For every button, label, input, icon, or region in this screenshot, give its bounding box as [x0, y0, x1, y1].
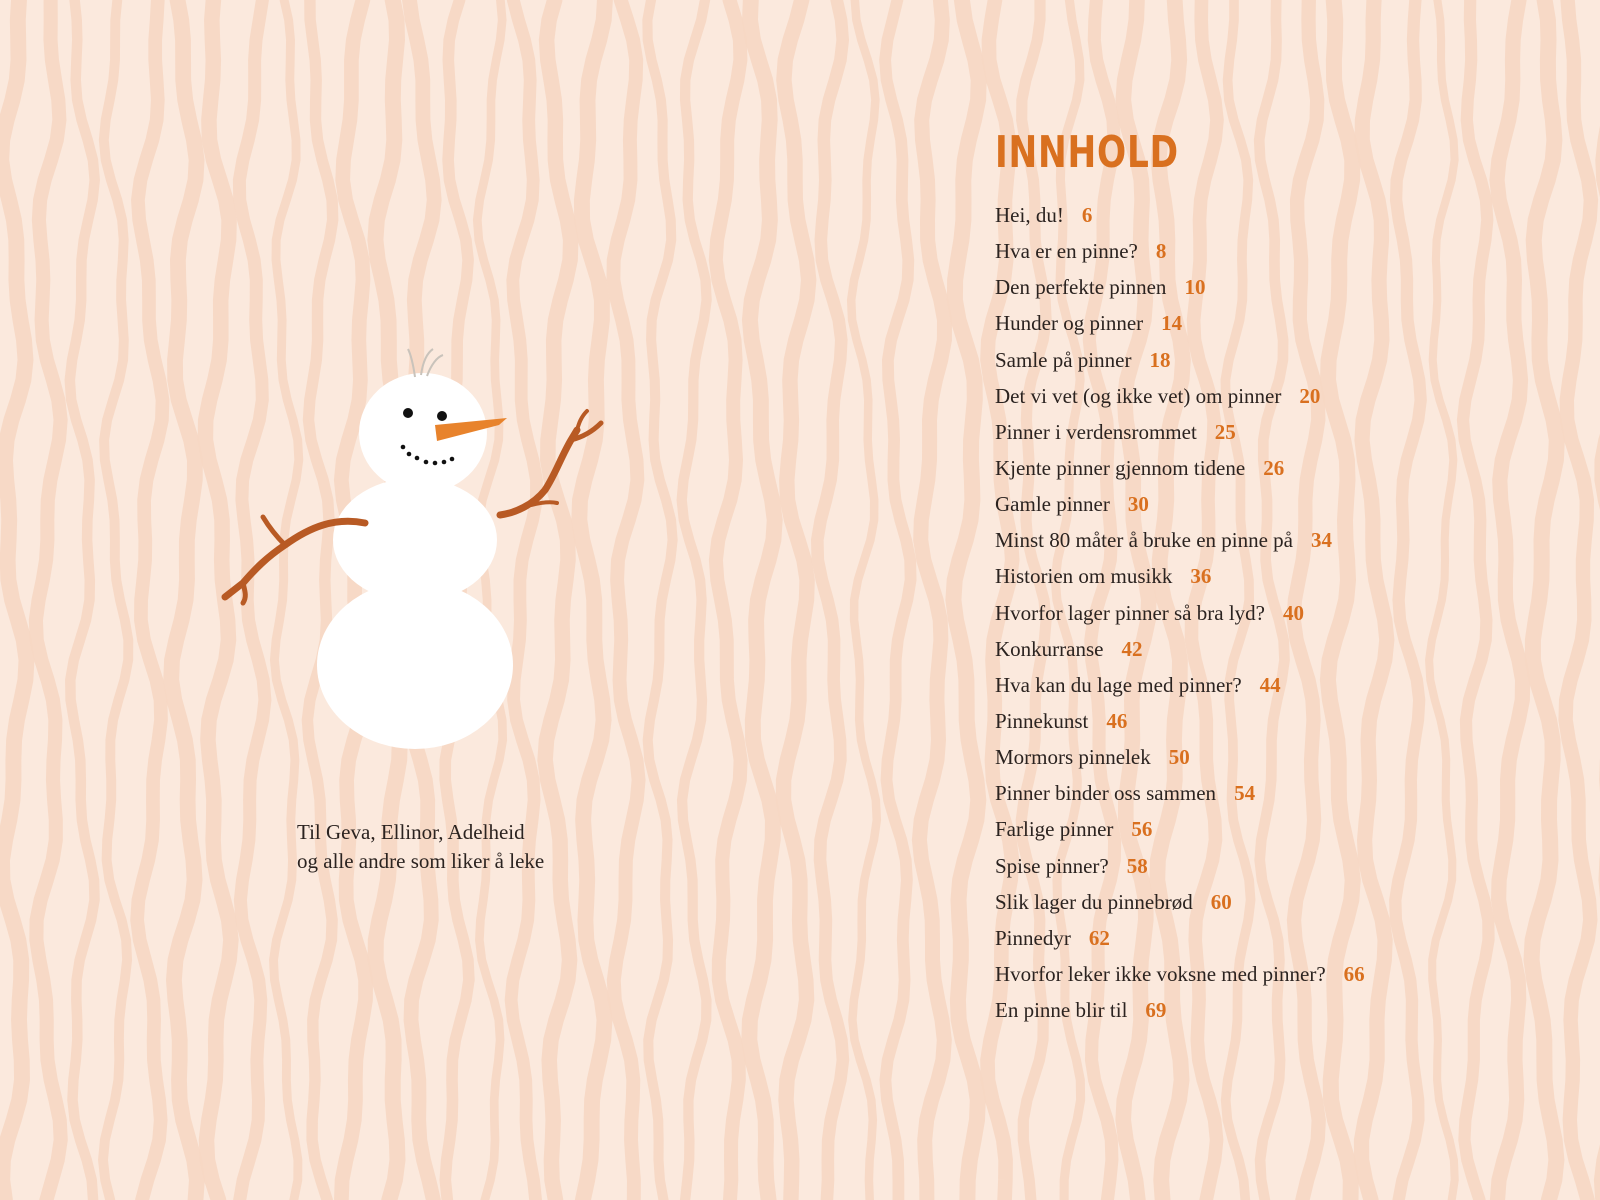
toc-entry-page: 42 [1121, 636, 1143, 661]
toc-entry[interactable] [995, 558, 1365, 594]
toc-entry[interactable] [995, 631, 1365, 667]
toc-entry-page: 54 [1234, 781, 1256, 806]
toc-entry-page: 66 [1343, 961, 1365, 986]
toc-entry[interactable] [995, 739, 1365, 775]
toc-entry-page: 6 [1081, 203, 1093, 227]
toc-entry-label: En pinne blir til [995, 998, 1128, 1023]
toc-entry[interactable] [995, 956, 1365, 992]
toc-entry-page: 36 [1190, 564, 1212, 589]
toc-entry[interactable] [995, 848, 1365, 884]
toc-entry-label: Hunder og pinner [995, 311, 1144, 336]
table-of-contents [995, 125, 1365, 1028]
toc-entry-page: 58 [1126, 853, 1148, 878]
toc-entry-page: 50 [1168, 745, 1190, 770]
toc-entry-label: Slik lager du pinnebrød [995, 889, 1193, 914]
toc-entry-label: Gamle pinner [995, 492, 1110, 517]
toc-entry[interactable] [995, 920, 1365, 956]
toc-entry-page: 10 [1184, 275, 1206, 300]
toc-entry-page: 34 [1311, 528, 1332, 553]
toc-entry-label: Farlige pinner [995, 817, 1114, 842]
toc-entry-label: Konkurranse [995, 636, 1104, 661]
toc-entry-page: 20 [1299, 383, 1321, 408]
dedication-line-2: og alle andre som liker å leke [297, 849, 545, 873]
toc-list [995, 197, 1365, 1028]
toc-entry-label: Den perfekte pinnen [995, 275, 1167, 300]
toc-entry[interactable] [995, 305, 1365, 341]
toc-entry-page: 26 [1263, 455, 1285, 480]
toc-entry[interactable] [995, 992, 1365, 1028]
toc-entry-page: 60 [1210, 889, 1232, 914]
toc-entry-page: 8 [1155, 239, 1167, 264]
toc-entry[interactable] [995, 414, 1365, 450]
toc-entry-label: Spise pinner? [995, 853, 1109, 878]
toc-entry-label: Pinnekunst [995, 708, 1089, 733]
toc-entry-label: Hva er en pinne? [995, 239, 1138, 264]
toc-entry-page: 14 [1161, 311, 1183, 336]
toc-entry[interactable] [995, 197, 1365, 233]
toc-entry-label: Hvorfor lager pinner så bra lyd? [995, 600, 1265, 625]
toc-entry-label: Det vi vet (og ikke vet) om pinner [995, 383, 1282, 408]
toc-entry[interactable] [995, 342, 1365, 378]
toc-entry-label: Historien om musikk [995, 564, 1173, 589]
toc-entry[interactable] [995, 486, 1365, 522]
toc-entry-page: 18 [1149, 347, 1171, 372]
toc-entry[interactable] [995, 667, 1365, 703]
toc-entry[interactable] [995, 450, 1365, 486]
toc-entry-page: 40 [1282, 600, 1304, 625]
toc-entry-label: Hva kan du lage med pinner? [995, 672, 1242, 697]
toc-entry-page: 25 [1214, 419, 1236, 444]
toc-title: INNHOLD [995, 127, 1179, 178]
toc-entry[interactable] [995, 811, 1365, 847]
toc-entry-page: 56 [1131, 817, 1153, 842]
toc-entry-label: Samle på pinner [995, 347, 1132, 372]
toc-entry[interactable] [995, 595, 1365, 631]
toc-entry-label: Pinnedyr [995, 925, 1071, 950]
toc-entry-label: Pinner binder oss sammen [995, 781, 1217, 806]
toc-entry[interactable] [995, 703, 1365, 739]
dedication [297, 818, 544, 876]
toc-entry-page: 62 [1088, 925, 1110, 950]
toc-entry-page: 44 [1259, 672, 1281, 697]
toc-entry[interactable] [995, 775, 1365, 811]
toc-entry-label: Minst 80 måter å bruke en pinne på [995, 528, 1293, 553]
snowman-icon [215, 345, 615, 765]
toc-entry-label: Pinner i verdensrommet [995, 419, 1197, 444]
toc-entry[interactable] [995, 233, 1365, 269]
toc-entry[interactable] [995, 522, 1365, 558]
toc-entry-label: Hvorfor leker ikke voksne med pinner? [995, 961, 1326, 986]
toc-entry-page: 46 [1106, 708, 1128, 733]
dedication-line-1: Til Geva, Ellinor, Adelheid [297, 820, 525, 844]
toc-entry-page: 30 [1127, 492, 1149, 517]
toc-entry-label: Hei, du! [995, 203, 1064, 227]
toc-entry[interactable] [995, 269, 1365, 305]
toc-entry-label: Kjente pinner gjennom tidene [995, 455, 1246, 480]
toc-entry[interactable] [995, 378, 1365, 414]
toc-entry[interactable] [995, 884, 1365, 920]
toc-entry-page: 69 [1145, 998, 1167, 1023]
toc-entry-label: Mormors pinnelek [995, 745, 1151, 770]
